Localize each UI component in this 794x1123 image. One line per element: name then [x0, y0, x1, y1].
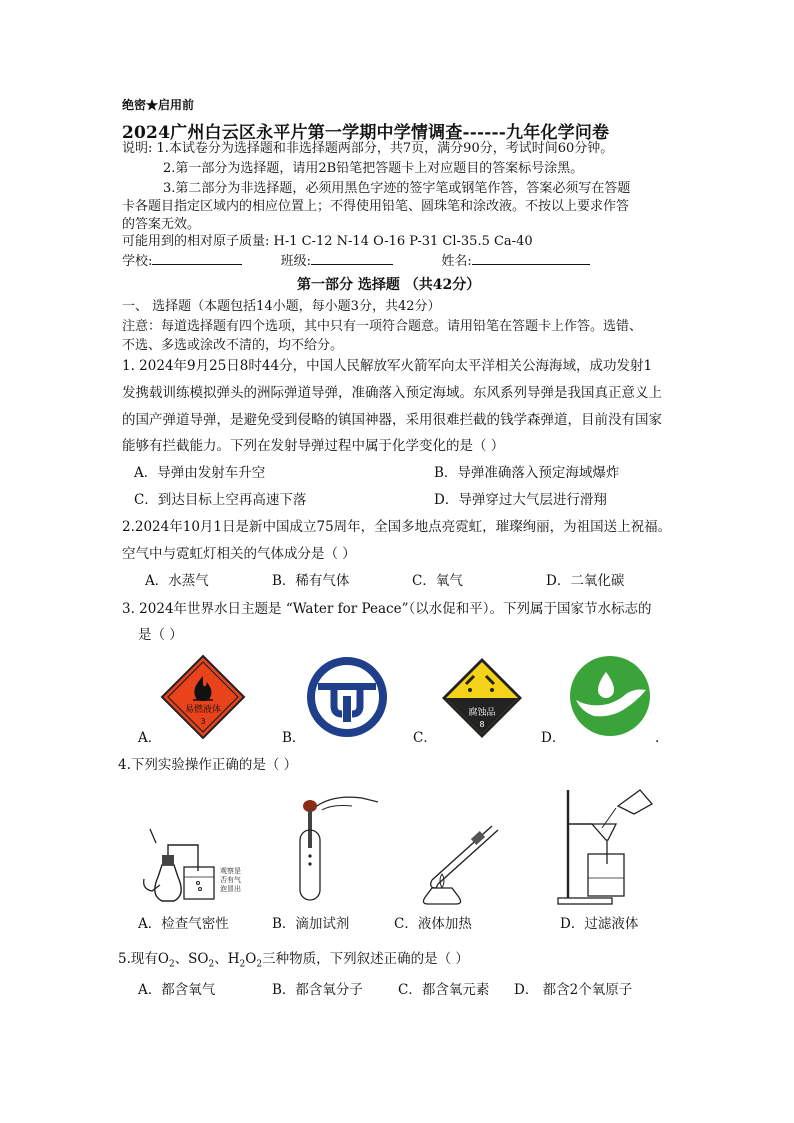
instruction-line-2: 2.第一部分为选择题，请用2B铅笔把答题卡上对应题目的答案标号涂黑。 — [163, 161, 584, 176]
sign-a-number: 3 — [200, 717, 206, 726]
q4-option-d[interactable]: D．过滤液体 — [560, 916, 639, 932]
instruction-line-4: 卡各题目指定区域内的相应位置上；不得使用铅笔、圆珠笔和涂改液。不按以上要求作答 — [122, 199, 630, 214]
atomic-masses: 可能用到的相对原子质量: H-1 C-12 N-14 O-16 P-31 Cl-35.5 Ca-40 — [122, 234, 533, 249]
blue-circle-logo[interactable] — [306, 656, 388, 738]
q2-option-c[interactable]: C．氧气 — [412, 573, 463, 589]
q1-line-4: 能够有拦截能力。下列在发射导弹过程中属于化学变化的是（ ） — [122, 438, 505, 454]
sign-a-label: 易燃液体 — [184, 705, 222, 715]
q2-option-b[interactable]: B．稀有气体 — [272, 573, 350, 589]
q3-line-1: 3. 2024年世界水日主题是 “Water for Peace”（以水促和平）。下列属于国家节水标志的 — [122, 601, 652, 617]
note-line-2: 不选、多选或涂改不清的，均不给分。 — [122, 338, 344, 353]
q5-option-b[interactable]: B．都含氧分子 — [272, 982, 363, 998]
q2-option-a[interactable]: A．水蒸气 — [145, 573, 209, 589]
sign-c-number: 8 — [479, 720, 485, 729]
q2-line-1: 2.2024年10月1日是新中国成立75周年，全国多地点亮霓虹，璀璨绚丽，为祖国送上祝福。 — [122, 519, 672, 535]
q4-option-a[interactable]: A．检查气密性 — [138, 916, 229, 932]
section-heading: 一、 选择题（本题包括14小题，每小题3分，共42分） — [122, 299, 441, 314]
q5-option-c[interactable]: C．都含氧元素 — [398, 982, 490, 998]
q3-trailing-dot: . — [655, 730, 660, 746]
q3-option-d[interactable]: D． — [541, 730, 566, 746]
q3-line-2: 是（ ） — [138, 627, 183, 643]
q4-option-b[interactable]: B．滴加试剂 — [272, 916, 350, 932]
q3-option-a[interactable]: A． — [138, 730, 162, 746]
q1-option-d[interactable]: D．导弹穿过大气层进行滑翔 — [434, 492, 607, 508]
q4-line-1: 4.下列实验操作正确的是（ ） — [118, 757, 298, 773]
instruction-line-1: 说明: 1.本试卷分为选择题和非选择题两部分，共7页，满分90分，考试时间60分钟。 — [122, 141, 614, 156]
airtightness-check-illustration[interactable] — [140, 825, 252, 905]
confidential-mark: 绝密★启用前 — [122, 98, 195, 112]
school-blank[interactable] — [152, 252, 242, 265]
q3-option-c[interactable]: C． — [413, 730, 437, 746]
filtration-illustration[interactable] — [556, 784, 656, 906]
q5-stem: 5.现有$O_2$、$SO_2$、$H_2O_2$三种物质，下列叙述正确的是（ ） — [118, 951, 469, 970]
q4-option-c[interactable]: C．液体加热 — [394, 916, 472, 932]
q1-line-1: 1. 2024年9月25日8时44分，中国人民解放军火箭军向太平洋相关公海海域，成功发射1 — [122, 358, 653, 374]
instruction-line-5: 的答案无效。 — [122, 217, 201, 232]
flammable-liquid-sign[interactable] — [160, 654, 246, 740]
q1-line-2: 发携载训练模拟弹头的洲际弹道导弹，准确落入预定海域。东风系列导弹是我国真正意义上 — [122, 385, 662, 401]
name-label: 姓名: — [441, 254, 472, 269]
q2-line-2: 空气中与霓虹灯相关的气体成分是（ ） — [122, 546, 356, 562]
note-line-1: 注意：每道选择题有四个选项，其中只有一项符合题意。请用铅笔在答题卡上作答。选错、 — [122, 319, 643, 334]
liquid-heating-illustration[interactable] — [412, 818, 512, 906]
q5-option-d[interactable]: D． 都含2个氧原子 — [514, 982, 633, 998]
q1-option-c[interactable]: C．到达目标上空再高速下落 — [134, 492, 307, 508]
part1-title: 第一部分 选择题 （共42分） — [297, 277, 481, 293]
q3-option-b[interactable]: B． — [282, 730, 306, 746]
exam-title: 2024广州白云区永平片第一学期中学情调查------九年化学问卷 — [122, 123, 610, 143]
obs-line-1: 观察是 — [220, 867, 241, 875]
q1-option-a[interactable]: A．导弹由发射车升空 — [134, 465, 266, 481]
sign-c-label: 腐蚀品 — [468, 708, 496, 718]
name-blank[interactable] — [472, 252, 590, 265]
dropper-illustration[interactable] — [292, 790, 378, 905]
obs-line-2: 否有气 — [220, 876, 241, 884]
class-blank[interactable] — [311, 252, 393, 265]
q5-option-a[interactable]: A．都含氧气 — [138, 982, 216, 998]
corrosive-sign[interactable] — [440, 656, 524, 740]
obs-line-3: 泡冒出 — [220, 885, 241, 893]
q2-option-d[interactable]: D．二氧化碳 — [546, 573, 625, 589]
instruction-line-3: 3.第二部分为非选择题，必须用黑色字迹的签字笔或钢笔作答，答案必须写在答题 — [163, 181, 631, 196]
school-label: 学校: — [122, 254, 153, 269]
info-row — [122, 252, 590, 271]
q1-option-b[interactable]: B．导弹准确落入预定海域爆炸 — [434, 465, 620, 481]
water-saving-logo[interactable] — [568, 654, 652, 738]
class-label: 班级: — [280, 254, 312, 269]
q1-line-3: 的国产弹道导弹，是避免受到侵略的镇国神器，采用很难拦截的钱学森弹道，目前没有国家 — [122, 412, 662, 428]
